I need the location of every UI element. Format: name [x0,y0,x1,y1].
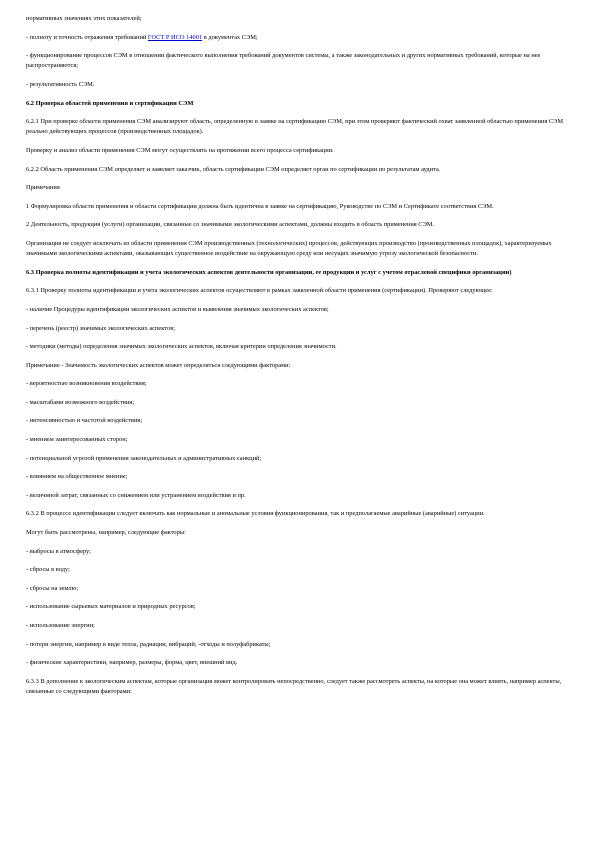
paragraph: - интенсивностью и частотой воздействия; [26,417,143,425]
paragraph: Организация не следует исключать из области применения СЭМ производственных (технологических) процессов, действующих производство (производственных площадок), характеризуемых значимыми экологическими аспектами, оказывающих существенное воздействие на окружающую среду или несущих значимую угрозу экологической безопасности. [26,239,552,258]
paragraph-text: - полноту и точность отражения требований [26,33,148,41]
paragraph: 2 Деятельность, продукция (услуги) организации, связанные со значимыми экологическими аспектами, должны входить в область применения СЭМ. [26,221,435,229]
paragraph: - использование энергии; [26,622,95,630]
paragraph: 6.3.2 В процессе идентификации следует включать как нормальные и аномальные условия функционирования, так и предполагаемые аварийные (аварийные) ситуации. [26,510,485,518]
paragraph: - потери энергии, например в виде тепла, радиации, вибраций; -отходы и полуфабрикаты; [26,640,271,648]
paragraph: - масштабами возможного воздействия; [26,398,135,406]
paragraph: - наличие Процедуры идентификации экологических аспектов и выявления значимых экологических аспектов; [26,305,329,313]
paragraph: 6.3.1 Проверку полноты идентификации и учета экологических аспектов осуществляют в рамках заявленной области применения (сертификации). Проверяют следующее: [26,287,493,295]
paragraph: - сбросы на землю; [26,584,79,592]
paragraph: - вероятностью возникновения воздействия; [26,380,147,388]
paragraph: - физические характеристики, например, размеры, форма, цвет, внешний вид. [26,659,238,667]
paragraph-text: в документах СЭМ; [202,33,258,41]
paragraph: - выбросы в атмосферу; [26,547,91,555]
paragraph: - перечень (реестр) значимых экологических аспектов; [26,324,175,332]
paragraph: Примечание - Значимость экологических аспектов может определяться следующими факторами: [26,361,291,369]
paragraph: Примечания [26,184,60,192]
paragraph: - величиной затрат, связанных со снижением или устранением воздействия и пр. [26,491,246,499]
paragraph: - методики (методы) определения значимых экологических аспектов, включая критерии определения значимости. [26,343,337,351]
paragraph: Могут быть рассмотрены, например, следующие факторы: [26,529,186,537]
section-heading: 6.3 Проверка полноты идентификации и учета экологических аспектов деятельности организации, ее продукции и услуг с учетом отраслевой специфики организации) [26,268,512,276]
paragraph: - мнением заинтересованных сторон; [26,436,128,444]
gost-standard-link[interactable]: ГОСТ Р ИСО 14001 [147,33,203,41]
document-body [26,14,572,706]
paragraph: 6.2.1 При проверке области применения СЭМ анализируют область, определенную в заявке на сертификацию СЭМ, при этом проверяют фактический охват заявленной областью применения СЭМ реально действующих процессов (производственных площадок). [26,118,564,136]
paragraph: - результативность СЭМ. [26,80,95,88]
paragraph: 6.2.2 Область применения СЭМ определяет и заявляет заказчик, область сертификации СЭМ определяет орган по сертификации по результатам аудита. [26,165,441,173]
paragraph: - сбросы в воду; [26,566,70,574]
paragraph: - влиянием на общественное мнение; [26,473,128,481]
paragraph [26,33,572,43]
paragraph: 1 Формулировка области применения и области сертификации должна быть идентична в заявке на сертификацию, Руководстве по СЭМ и Сертификате соответствия СЭМ. [26,202,494,210]
paragraph: нормативных значениях этих показателей; [26,15,142,22]
paragraph: - потенциальной угрозой применения законодательных и административных санкций; [26,454,262,462]
paragraph: - функционирование процессов СЭМ в отношении фактического выполнения требований документов системы, а также законодательных и других нормативных требований, которые на нее распространяются; [26,52,541,70]
paragraph: 6.3.3 В дополнение к экологическим аспектам, которые организация может контролировать непосредственно, следует также рассмотреть аспекты, на которые она может влиять, например аспекты, связанные со следующими факторами: [26,677,562,695]
paragraph: Проверку и анализ области применения СЭМ могут осуществлять на протяжении всего процесса сертификации. [26,146,334,154]
paragraph: - использование сырьевых материалов и природных ресурсов; [26,603,196,611]
section-heading: 6.2 Проверка областей применения и сертификации СЭМ [26,99,194,107]
